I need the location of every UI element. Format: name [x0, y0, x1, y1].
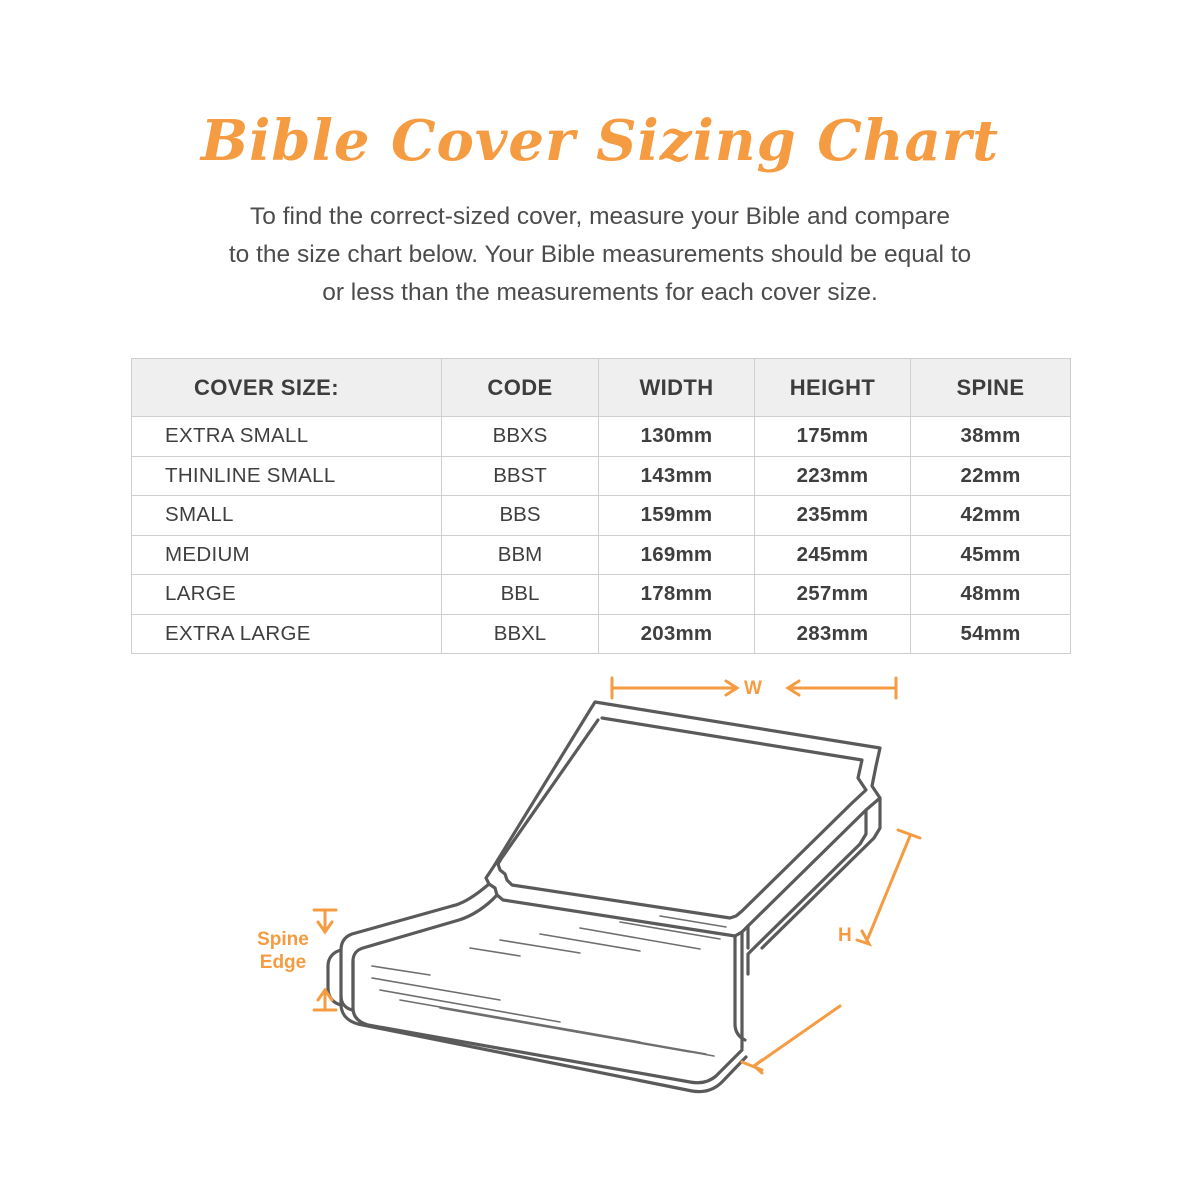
cell-cover-size: MEDIUM [132, 535, 442, 575]
cell-cover-size: THINLINE SMALL [132, 456, 442, 496]
cell-height: 257mm [755, 575, 911, 615]
cell-spine: 45mm [911, 535, 1071, 575]
cell-cover-size: EXTRA SMALL [132, 417, 442, 457]
page-title: Bible Cover Sizing Chart [200, 108, 1000, 174]
cell-spine: 48mm [911, 575, 1071, 615]
cell-width: 143mm [599, 456, 755, 496]
book-outline [328, 702, 880, 1092]
height-measure-label: H [838, 925, 852, 946]
height-arrow-down [857, 931, 869, 944]
cell-height: 223mm [755, 456, 911, 496]
intro-line-2: to the size chart below. Your Bible measurements should be equal to [228, 241, 972, 268]
column-header-spine: SPINE [911, 359, 1071, 417]
intro-paragraph [140, 198, 1060, 312]
cell-code: BBST [442, 456, 599, 496]
sizing-table [131, 358, 1071, 654]
cell-height: 283mm [755, 614, 911, 654]
height-arrow-end [754, 1060, 762, 1073]
cell-cover-size: LARGE [132, 575, 442, 615]
column-header-cover-size: COVER SIZE: [132, 359, 442, 417]
column-header-code: CODE [442, 359, 599, 417]
bible-measurement-illustration [0, 648, 1200, 1200]
intro-line-3: or less than the measurements for each cover size. [322, 279, 878, 306]
cell-code: BBL [442, 575, 599, 615]
spine-edge-label [248, 928, 318, 974]
table-body [132, 417, 1071, 654]
height-guide-line-upper [868, 836, 910, 938]
spine-edge-label-line-2: Edge [259, 952, 307, 973]
book-diagram-svg [0, 648, 1200, 1200]
intro-line-1: To find the correct-sized cover, measure your Bible and compare [250, 203, 950, 230]
height-guide-line-lower-seg [754, 1006, 840, 1066]
table-row [132, 575, 1071, 615]
cell-width: 159mm [599, 496, 755, 536]
cell-height: 245mm [755, 535, 911, 575]
table-row [132, 535, 1071, 575]
cell-width: 178mm [599, 575, 755, 615]
column-header-height: HEIGHT [755, 359, 911, 417]
width-measure-label: W [744, 678, 762, 699]
cell-code: BBXL [442, 614, 599, 654]
cell-spine: 42mm [911, 496, 1071, 536]
spine-edge-label-line-1: Spine [257, 929, 309, 950]
column-header-width: WIDTH [599, 359, 755, 417]
table-row [132, 496, 1071, 536]
cell-cover-size: EXTRA LARGE [132, 614, 442, 654]
sizing-table-wrapper [131, 358, 1070, 654]
cell-height: 175mm [755, 417, 911, 457]
cell-width: 169mm [599, 535, 755, 575]
cell-cover-size: SMALL [132, 496, 442, 536]
table-row [132, 417, 1071, 457]
cell-height: 235mm [755, 496, 911, 536]
cell-code: BBM [442, 535, 599, 575]
table-header-row [132, 359, 1071, 417]
cell-spine: 22mm [911, 456, 1071, 496]
table-row [132, 456, 1071, 496]
cell-width: 130mm [599, 417, 755, 457]
cell-spine: 54mm [911, 614, 1071, 654]
cell-code: BBXS [442, 417, 599, 457]
cell-spine: 38mm [911, 417, 1071, 457]
cell-width: 203mm [599, 614, 755, 654]
cell-code: BBS [442, 496, 599, 536]
